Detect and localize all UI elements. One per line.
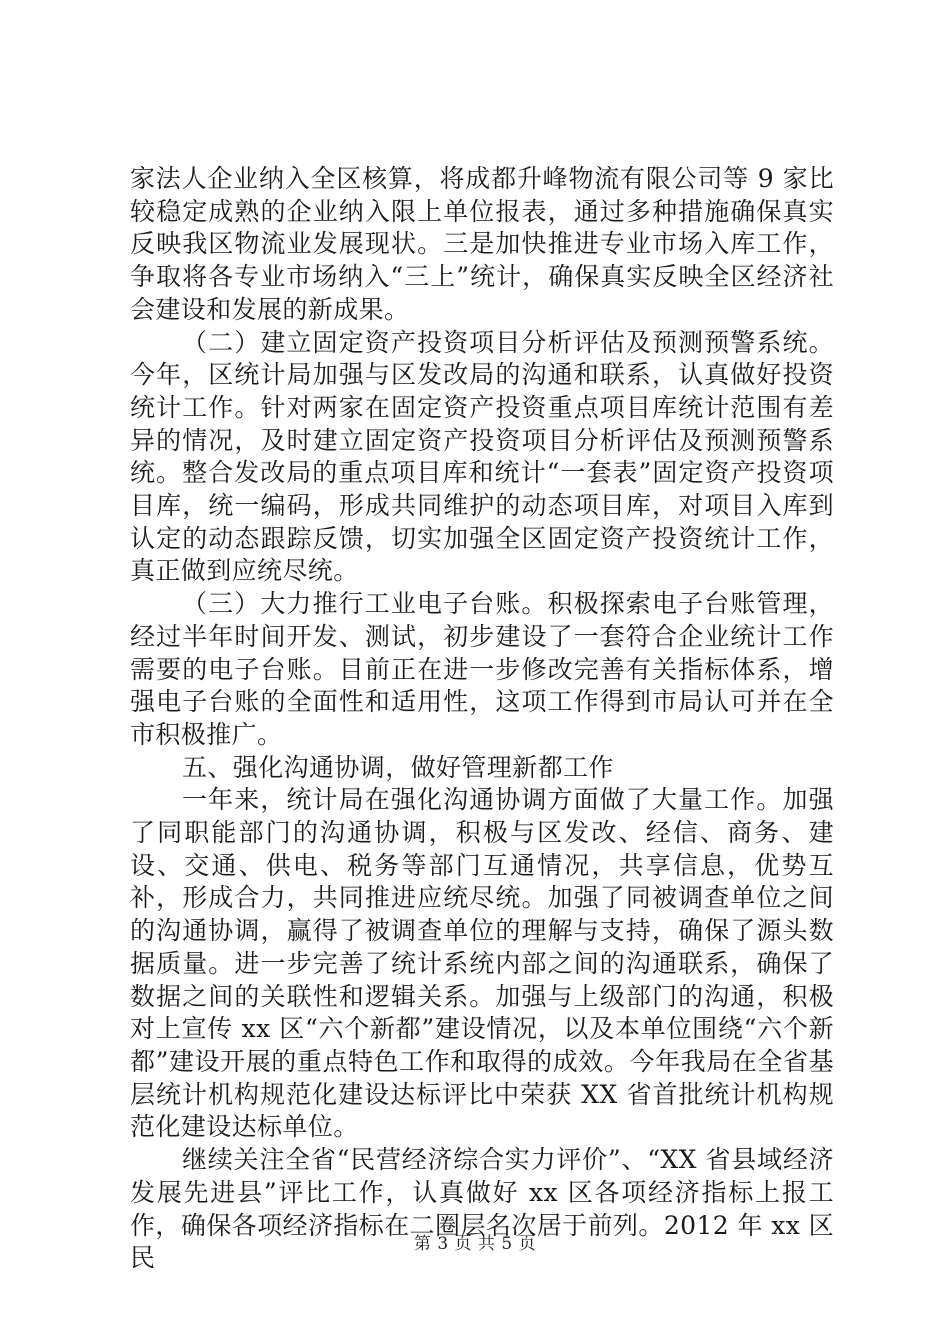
paragraph-section-two: （二）建立固定资产投资项目分析评估及预测预警系统。今年，区统计局加强与区发改局的沟通和联系，认真做好投资统计工作。针对两家在固定资产投资重点项目库统计范围有差异的情况，及时建立固定资产投资项目分析评估及预测预警系统。整合发改局的重点项目库和统计“一套表”固定资产投资项目库，统一编码，形成共同维护的动态项目库，对项目入库到认定的动态跟踪反馈，切实加强全区固定资产投资统计工作，真正做到应统尽统。 [130,327,834,586]
page-number-footer: 第 3 页 共 5 页 [413,1234,537,1254]
document-body [130,163,834,1275]
paragraph-continuation: 家法人企业纳入全区核算，将成都升峰物流有限公司等 9 家比较稳定成熟的企业纳入限上单位报表，通过多种措施确保真实反映我区物流业发展现状。三是加快推进专业市场入库工作，争取将各专业市场纳入“三上”统计，确保真实反映全区经济社会建设和发展的新成果。 [130,164,834,324]
section-heading-five: 五、强化沟通协调，做好管理新都工作 [182,752,614,782]
paragraph-section-three: （三）大力推行工业电子台账。积极探索电子台账管理，经过半年时间开发、测试，初步建设了一套符合企业统计工作需要的电子台账。目前正在进一步修改完善有关指标体系，增强电子台账的全面性和适用性，这项工作得到市局认可并在全市积极推广。 [130,589,834,749]
paragraph-communication: 一年来，统计局在强化沟通协调方面做了大量工作。加强了同职能部门的沟通协调，积极与区发改、经信、商务、建设、交通、供电、税务等部门互通情况，共享信息，优势互补，形成合力，共同推进应统尽统。加强了同被调查单位之间的沟通协调，赢得了被调查单位的理解与支持，确保了源头数据质量。进一步完善了统计系统内部之间的沟通联系，确保了数据之间的关联性和逻辑关系。加强与上级部门的沟通，积极对上宣传 xx 区“六个新都”建设情况，以及本单位围绕“六个新都”建设开展的重点特色工作和取得的成效。今年我局在全省基层统计机构规范化建设达标评比中荣获 XX 省首批统计机构规范化建设达标单位。 [130,785,834,1142]
paragraph-evaluation: 继续关注全省“民营经济综合实力评价”、“XX 省县域经济发展先进县”评比工作，认真做好 xx 区各项经济指标上报工作，确保各项经济指标在二圈层名次居于前列。2012 年 xx 区民 [130,1145,834,1273]
